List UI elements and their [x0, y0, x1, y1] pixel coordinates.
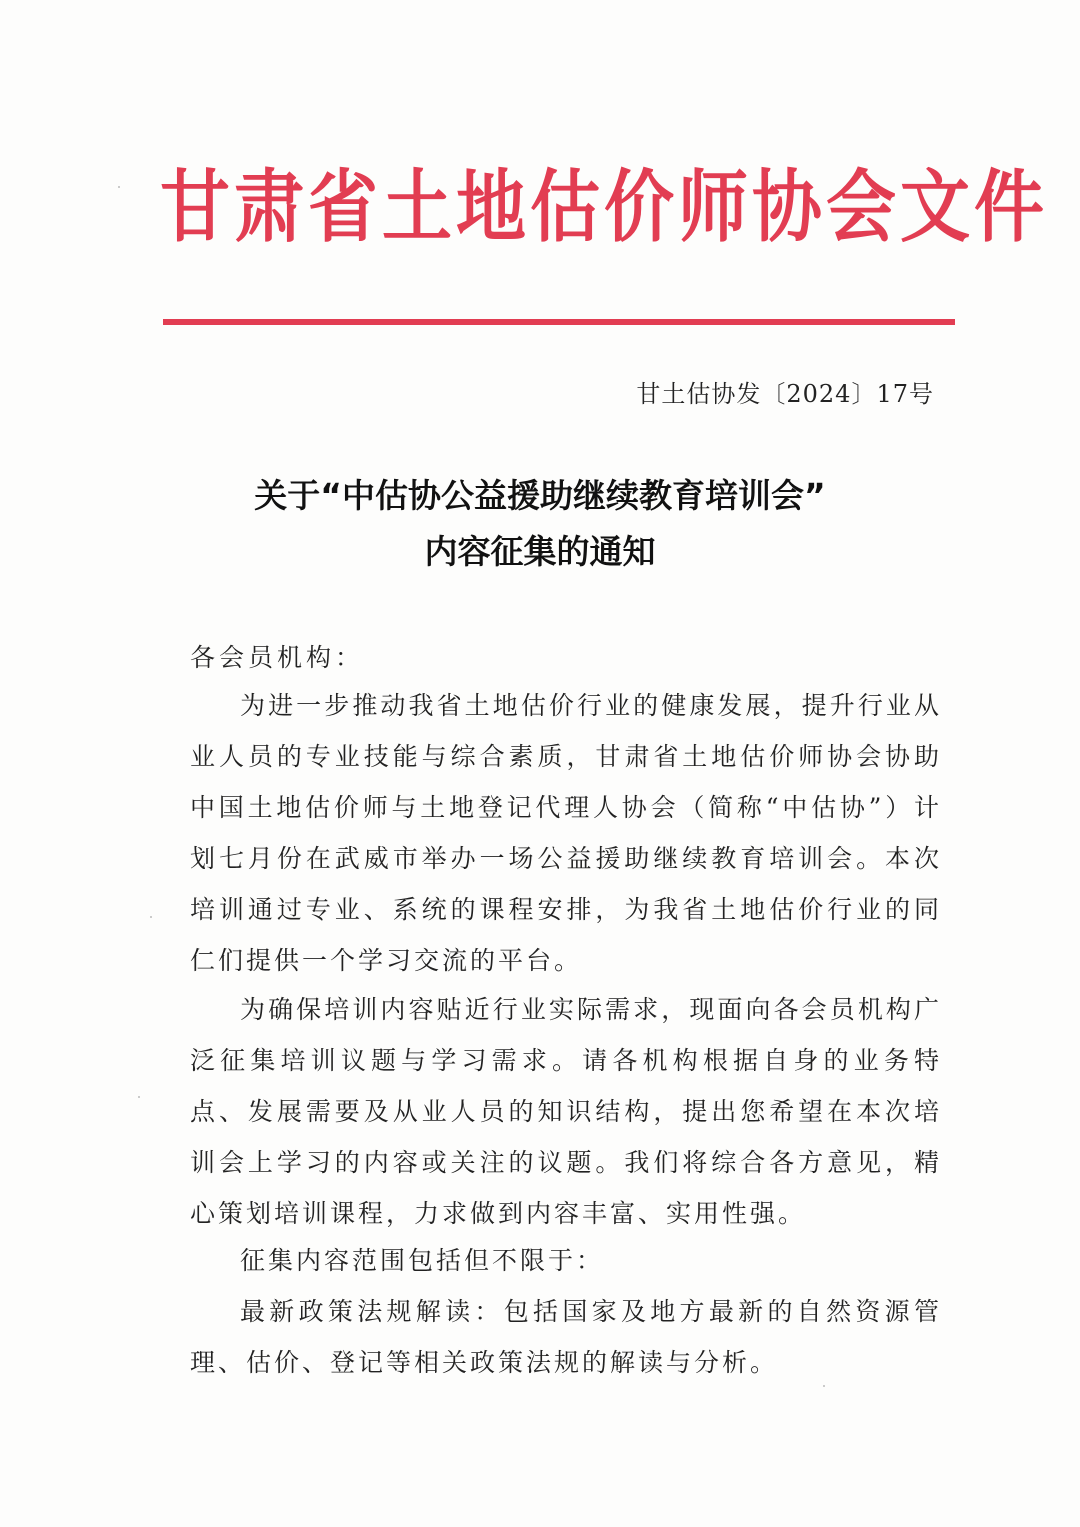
- paragraph-background: 为进一步推动我省土地估价行业的健康发展，提升行业从业人员的专业技能与综合素质，甘肃省土地估价师协会协助中国土地估价师与土地登记代理人协会（简称“中估协”）计划七月份在武威市举办一场公益援助继续教育培训会。本次培训通过专业、系统的课程安排，为我省土地估价行业的同仁们提供一个学习交流的平台。: [190, 691, 942, 975]
- paragraph-purpose: 为确保培训内容贴近行业实际需求，现面向各会员机构广泛征集培训议题与学习需求。请各机构根据自身的业务特点、发展需要及从业人员的知识结构，提出您希望在本次培训会上学习的内容或关注的议题。我们将综合各方意见，精心策划培训课程，力求做到内容丰富、实用性强。: [190, 995, 942, 1228]
- scan-speck: [823, 1385, 825, 1387]
- scan-speck: [118, 186, 120, 188]
- document-header-org: 甘肃省土地估价师协会文件: [160, 161, 1048, 253]
- scan-speck: [150, 916, 152, 918]
- document-number: 甘土估协发〔2024〕17号: [636, 380, 934, 408]
- header-red-rule: [163, 319, 955, 325]
- paragraph-scope-intro: 征集内容范围包括但不限于：: [240, 1246, 605, 1275]
- document-title-line-1: 关于“中估协公益援助继续教育培训会”: [254, 476, 826, 515]
- paragraph-scope-item-policy: 最新政策法规解读：包括国家及地方最新的自然资源管理、估价、登记等相关政策法规的解读与分析。: [190, 1297, 942, 1377]
- salutation: 各会员机构：: [190, 643, 365, 672]
- scan-speck: [138, 1096, 140, 1098]
- document-title-line-2: 内容征集的通知: [424, 532, 656, 571]
